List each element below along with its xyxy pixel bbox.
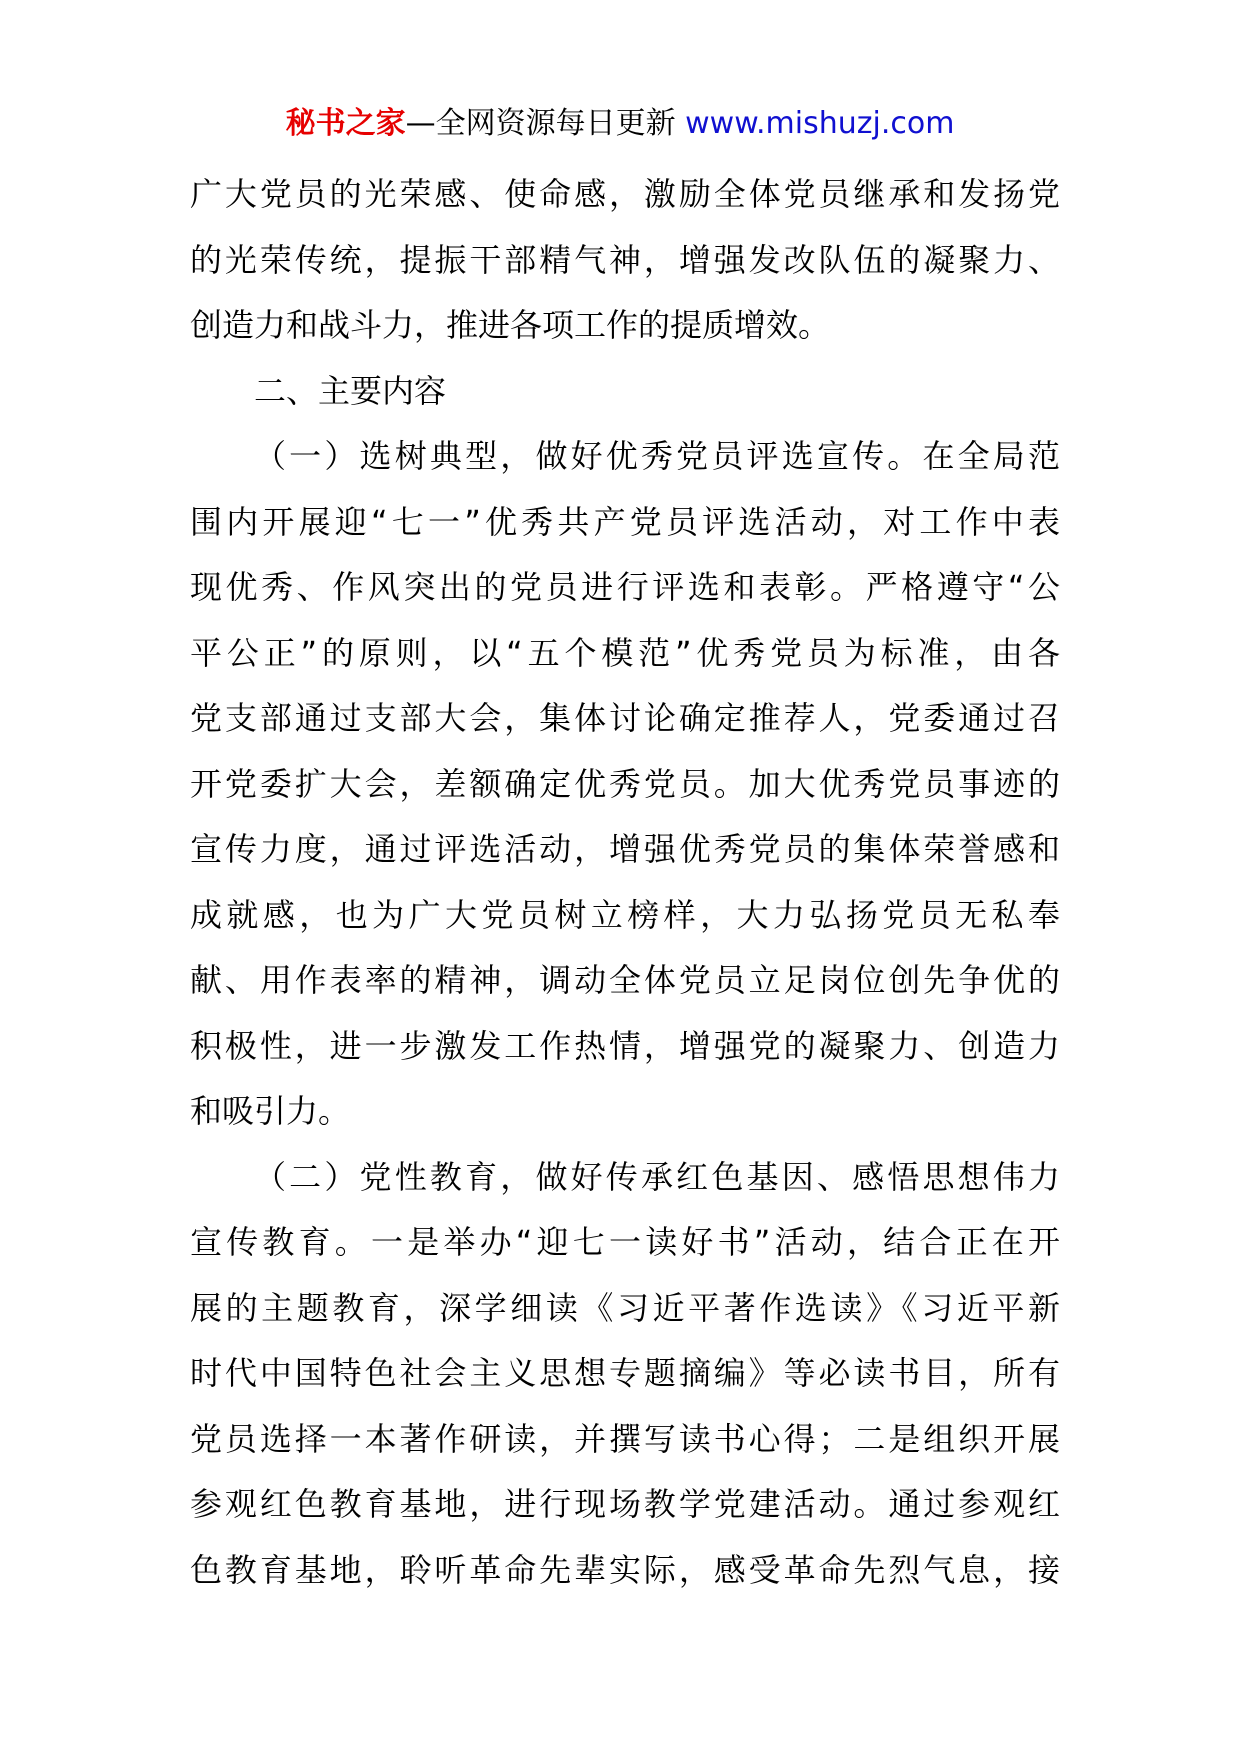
text-line: 广大党员的光荣感、使命感，激励全体党员继承和发扬党 [190,175,1060,213]
text-line: 宣传教育。一是举办“迎七一读好书”活动，结合正在开 [190,1223,1060,1261]
text-line: 宣传力度，通过评选活动，增强优秀党员的集体荣誉感和 [190,830,1060,868]
header-brand: 秘书之家 [285,106,406,141]
text-line: 二、主要内容 [254,371,447,410]
text-line: 现优秀、作风突出的党员进行评选和表彰。严格遵守“公 [190,568,1060,606]
page-header [0,102,1240,146]
text-line: 参观红色教育基地，进行现场教学党建活动。通过参观红 [190,1485,1060,1523]
text-line: 成就感，也为广大党员树立榜样，大力弘扬党员无私奉 [190,895,1060,934]
text-line: 平公正”的原则，以“五个模范”优秀党员为标准，由各 [190,633,1060,672]
text-line: 色教育基地，聆听革命先辈实际，感受革命先烈气息，接 [190,1550,1060,1589]
text-line: （二）党性教育，做好传承红色基因、感悟思想伟力 [254,1157,1060,1196]
text-line: 党支部通过支部大会，集体讨论确定推荐人，党委通过召 [190,699,1060,737]
text-line: 和吸引力。 [190,1092,351,1130]
text-line: （一）选树典型，做好优秀党员评选宣传。在全局范 [254,437,1060,475]
text-line: 围内开展迎“七一”优秀共产党员评选活动，对工作中表 [190,502,1060,541]
text-line: 时代中国特色社会主义思想专题摘编》等必读书目，所有 [190,1354,1060,1392]
document-body [190,162,1060,1603]
text-line: 展的主题教育，深学细读《习近平著作选读》《习近平新 [190,1288,1060,1327]
text-line: 献、用作表率的精神，调动全体党员立足岗位创先争优的 [190,961,1060,999]
header-url-link[interactable]: www.mishuzj.com [685,106,955,141]
text-line: 开党委扩大会，差额确定优秀党员。加大优秀党员事迹的 [190,764,1060,803]
text-line: 的光荣传统，提振干部精气神，增强发改队伍的凝聚力、 [190,240,1060,279]
text-line: 党员选择一本著作研读，并撰写读书心得；二是组织开展 [190,1419,1060,1458]
text-line: 积极性，进一步激发工作热情，增强党的凝聚力、创造力 [190,1026,1060,1065]
header-tagline: —全网资源每日更新 [405,106,676,141]
text-line: 创造力和战斗力，推进各项工作的提质增效。 [190,306,831,344]
